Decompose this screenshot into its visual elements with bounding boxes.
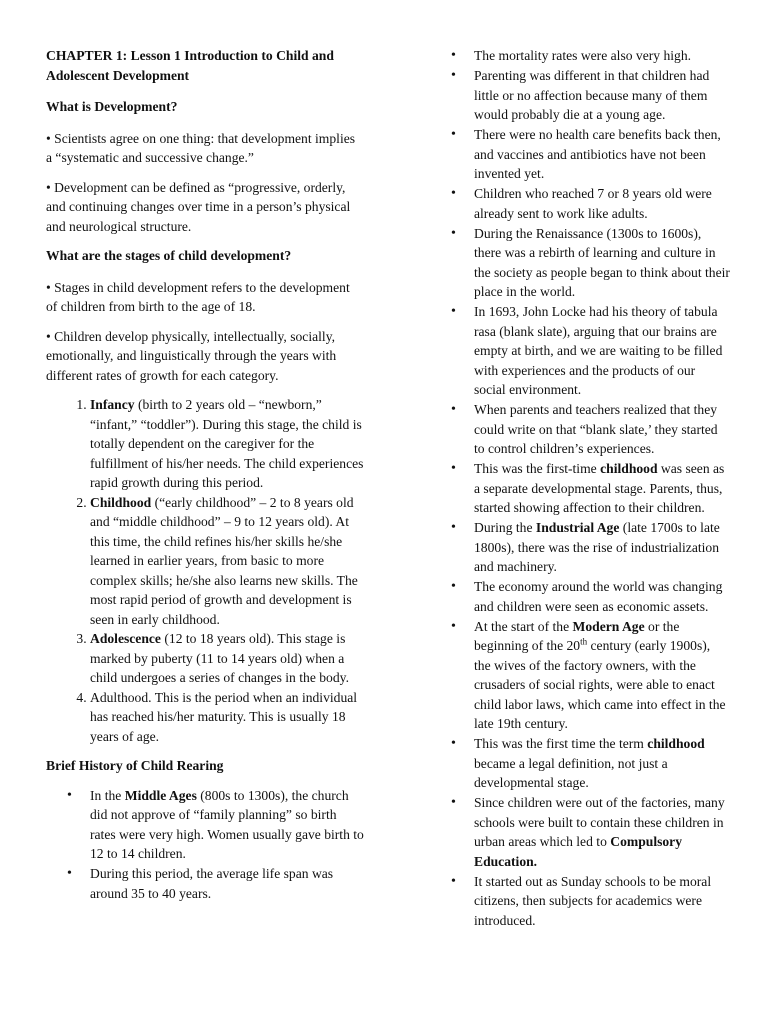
heading-what-is-development: What is Development? xyxy=(46,99,178,114)
left-column xyxy=(46,46,364,904)
paragraph-scientists: • Scientists agree on one thing: that development implies a “systematic and successive change.” xyxy=(46,130,356,165)
list-item: • Children who reached 7 or 8 years old were already sent to work like adults. xyxy=(430,184,730,223)
list-item: • During the Industrial Age (late 1700s to late 1800s), there was the rise of industrialization and machinery. xyxy=(430,518,730,577)
chapter-title: CHAPTER 1: Lesson 1 Introduction to Child and Adolescent Development xyxy=(46,48,334,83)
list-item: • The economy around the world was changing and children were seen as economic assets. xyxy=(430,577,730,616)
list-item: • The mortality rates were also very high. xyxy=(430,46,730,66)
heading-history: Brief History of Child Rearing xyxy=(46,758,224,773)
list-item-adulthood: 4. Adulthood. This is the period when an individual has reached his/her maturity. This is usually 18 years of age. xyxy=(90,688,364,747)
paragraph-children-develop: • Children develop physically, intellectually, socially, emotionally, and linguistically through the years with different rates of growth for each category. xyxy=(46,328,337,383)
list-item: • It started out as Sunday schools to be moral citizens, then subjects for academics were introduced. xyxy=(430,872,730,931)
list-item-middle-ages: • In the Middle Ages (800s to 1300s), the church did not approve of “family planning” so birth rates were very high. Women usually gave birth to 12 to 14 children. xyxy=(46,786,364,864)
list-item: • Parenting was different in that children had little or no affection because many of them would probably die at a young age. xyxy=(430,66,730,125)
list-item: • During the Renaissance (1300s to 1600s), there was a rebirth of learning and culture in the society as people began to think about their place in the world. xyxy=(430,224,730,302)
list-item: • At the start of the Modern Age or the beginning of the 20th century (early 1900s), the wives of the factory owners, with the crusaders of social rights, were able to enact child labor laws, which came into effect in the late 19th century. xyxy=(430,617,730,734)
list-item: • This was the first time the term childhood became a legal definition, not just a developmental stage. xyxy=(430,734,730,793)
right-column xyxy=(430,46,730,931)
list-item-childhood: 2. Childhood (“early childhood” – 2 to 8 years old and “middle childhood” – 9 to 12 years old). At this time, the child refines his/her skills he/she learned in earlier years, from basic to more complex skills; he/she also learns new skills. The most rapid period of growth and development is seen in early childhood. xyxy=(90,493,364,630)
stages-list xyxy=(46,395,364,746)
list-item: • When parents and teachers realized that they could write on that “blank slate,’ they started to control children’s experiences. xyxy=(430,400,730,459)
list-item: • Since children were out of the factories, many schools were built to contain these children in urban areas which led to Compulsory Education. xyxy=(430,793,730,871)
paragraph-stages-ref: • Stages in child development refers to the development of children from birth to the age of 18. xyxy=(46,279,350,314)
heading-stages: What are the stages of child development? xyxy=(46,248,292,263)
list-item-infancy: 1. Infancy (birth to 2 years old – “newborn,” “infant,” “toddler”). During this stage, the child is totally dependent on the caregiver for the fulfillment of his/her needs. The child experiences rapid growth during this period. xyxy=(90,395,364,493)
list-item-adolescence: 3. Adolescence (12 to 18 years old). This stage is marked by puberty (11 to 14 years old) when a child undergoes a series of changes in the body. xyxy=(90,629,364,688)
history-list xyxy=(46,786,364,904)
list-item: • This was the first-time childhood was seen as a separate developmental stage. Parents, thus, started showing affection to their children. xyxy=(430,459,730,518)
history-list-continued xyxy=(430,46,730,930)
list-item-life-span: • During this period, the average life span was around 35 to 40 years. xyxy=(46,864,364,903)
list-item: • There were no health care benefits back then, and vaccines and antibiotics have not been invented yet. xyxy=(430,125,730,184)
list-item: • In 1693, John Locke had his theory of tabula rasa (blank slate), arguing that our brains are empty at birth, and we are waiting to be filled with experiences and the products of our social environment. xyxy=(430,302,730,400)
paragraph-definition: • Development can be defined as “progressive, orderly, and continuing changes over time in a person’s physical and neurological structure. xyxy=(46,179,351,234)
